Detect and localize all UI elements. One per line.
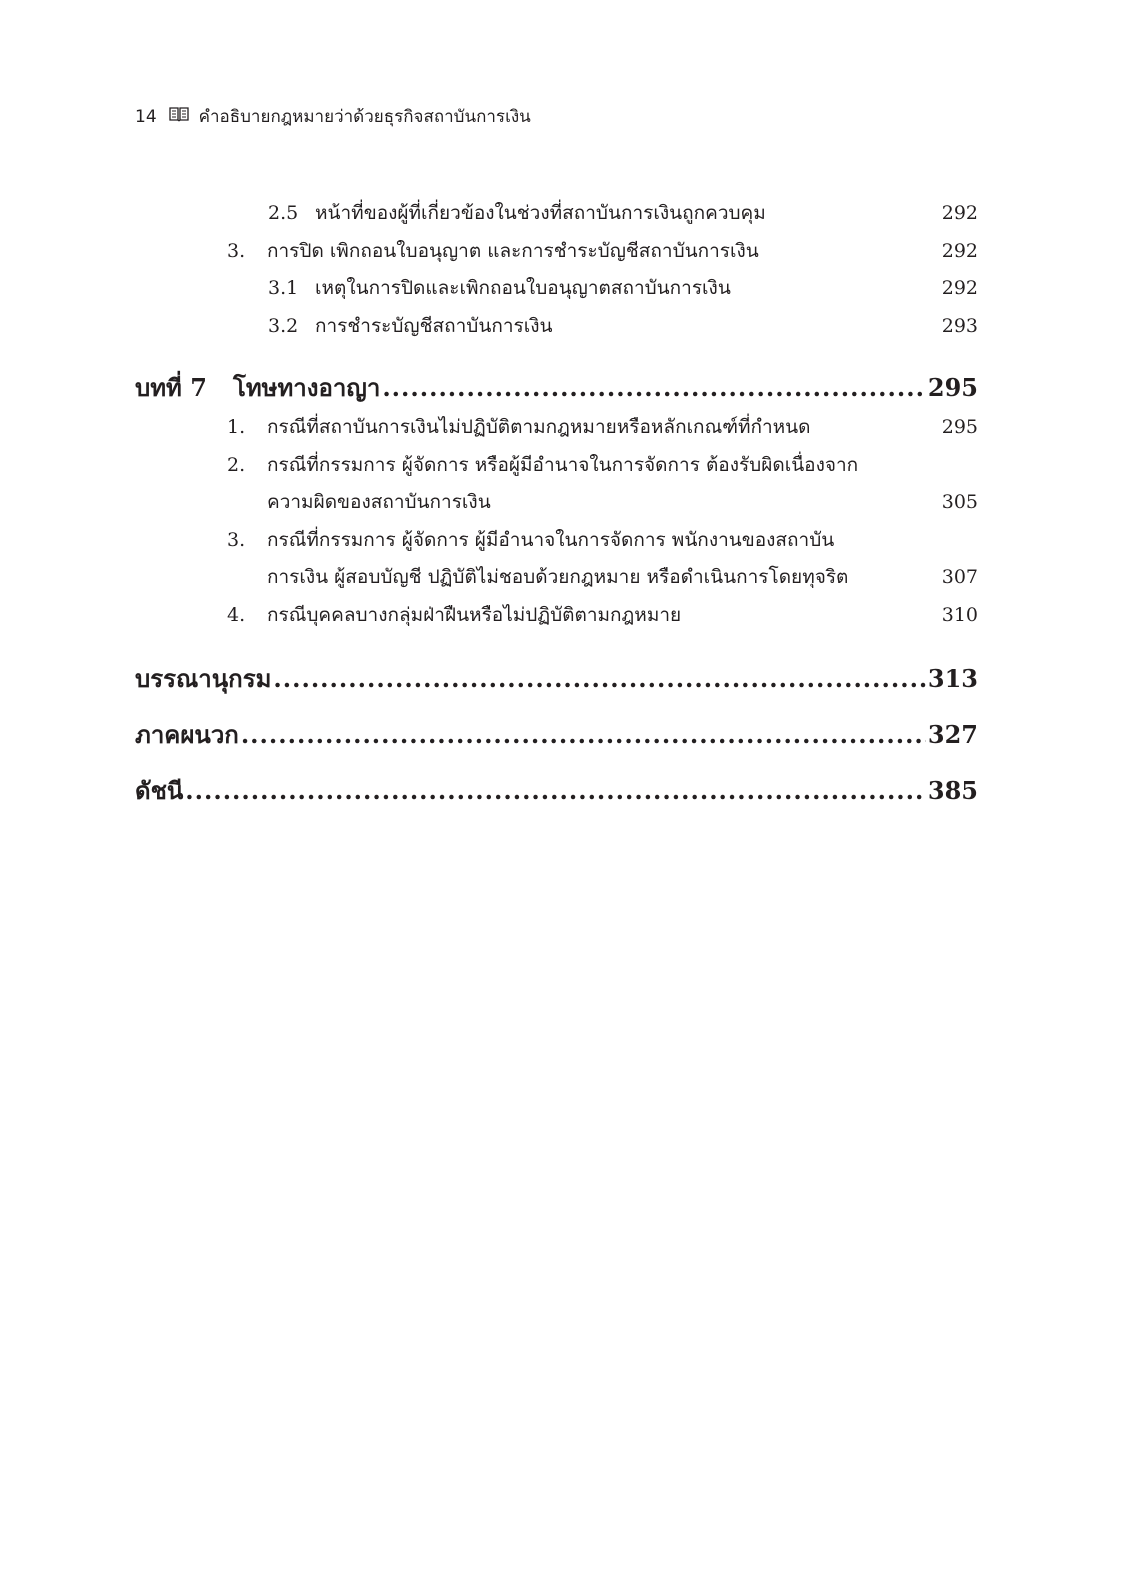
chapter-page: 295 <box>927 373 978 402</box>
toc-entry[interactable] <box>135 195 978 233</box>
toc-entry-title-continued: ความผิดของสถาบันการเงิน <box>267 491 491 513</box>
chapter-heading <box>135 367 380 409</box>
toc-entry-title: หน้าที่ของผู้ที่เกี่ยวข้องในช่วงที่สถาบันการเงินถูกควบคุม <box>315 202 766 224</box>
appendix-page: 327 <box>927 720 978 749</box>
toc-appendix[interactable] <box>135 714 978 756</box>
chapter-number: บทที่ 7 <box>135 373 207 402</box>
toc-entry-number: 3.1 <box>268 277 299 299</box>
toc-entry[interactable] <box>135 597 978 635</box>
toc-entry-number: 3. <box>227 528 246 551</box>
toc-entry-number: 1. <box>227 416 246 438</box>
toc-entry[interactable] <box>135 522 978 560</box>
toc-entry-continuation[interactable] <box>135 559 978 597</box>
toc-entry-page: 305 <box>941 491 978 513</box>
toc-entry-number: 3.2 <box>268 314 299 337</box>
toc-entry-title: เหตุในการปิดและเพิกถอนใบอนุญาตสถาบันการเงิน <box>315 277 731 299</box>
toc-entry-title: กรณีที่กรรมการ ผู้จัดการ ผู้มีอำนาจในการจัดการ พนักงานของสถาบัน <box>267 528 835 551</box>
toc-entry-page: 292 <box>941 239 978 262</box>
toc-entry-title: กรณีที่สถาบันการเงินไม่ปฏิบัติตามกฎหมายหรือหลักเกณฑ์ที่กำหนด <box>267 416 811 438</box>
open-book-icon <box>169 106 189 127</box>
index-title: ดัชนี <box>135 776 184 805</box>
bibliography-title: บรรณานุกรม <box>135 664 272 693</box>
toc-entry[interactable] <box>135 308 978 346</box>
dot-leader <box>382 367 926 409</box>
toc-entry-page: 292 <box>941 202 978 224</box>
toc-bibliography[interactable] <box>135 658 978 700</box>
chapter-title: โทษทางอาญา <box>232 373 381 402</box>
appendix-title: ภาคผนวก <box>135 720 239 749</box>
index-page: 385 <box>927 776 978 805</box>
toc-entry[interactable] <box>135 233 978 271</box>
toc-entry[interactable] <box>135 409 978 447</box>
toc-entry-page: 292 <box>941 277 978 299</box>
toc-entry-title: การปิด เพิกถอนใบอนุญาต และการชำระบัญชีสถาบันการเงิน <box>267 239 759 262</box>
toc-index[interactable] <box>135 770 978 812</box>
table-of-contents <box>135 195 978 812</box>
toc-entry-number: 3. <box>227 239 246 262</box>
toc-entry-page: 295 <box>941 416 978 438</box>
dot-leader <box>241 714 926 756</box>
toc-entry-number: 2.5 <box>268 202 299 224</box>
toc-entry-page: 293 <box>941 314 978 337</box>
toc-entry[interactable] <box>135 270 978 308</box>
toc-entry-title: กรณีที่กรรมการ ผู้จัดการ หรือผู้มีอำนาจในการจัดการ ต้องรับผิดเนื่องจาก <box>267 453 859 476</box>
toc-entry-title-continued: การเงิน ผู้สอบบัญชี ปฏิบัติไม่ชอบด้วยกฎหมาย หรือดำเนินการโดยทุจริต <box>267 566 849 588</box>
toc-entry-title: การชำระบัญชีสถาบันการเงิน <box>315 314 553 337</box>
toc-entry-number: 2. <box>227 453 246 476</box>
header-page-number: 14 <box>135 106 157 127</box>
running-header <box>135 103 531 130</box>
toc-entry-page: 310 <box>941 603 978 626</box>
dot-leader <box>273 658 925 700</box>
dot-leader <box>185 770 926 812</box>
bibliography-page: 313 <box>927 664 978 693</box>
header-book-title: คำอธิบายกฎหมายว่าด้วยธุรกิจสถาบันการเงิน <box>198 107 531 127</box>
toc-chapter-7[interactable] <box>135 367 978 409</box>
toc-entry-page: 307 <box>941 566 978 588</box>
toc-entry[interactable] <box>135 447 978 485</box>
toc-entry-continuation[interactable] <box>135 484 978 522</box>
toc-entry-title: กรณีบุคคลบางกลุ่มฝ่าฝืนหรือไม่ปฏิบัติตามกฎหมาย <box>267 603 682 626</box>
toc-entry-number: 4. <box>227 603 246 626</box>
